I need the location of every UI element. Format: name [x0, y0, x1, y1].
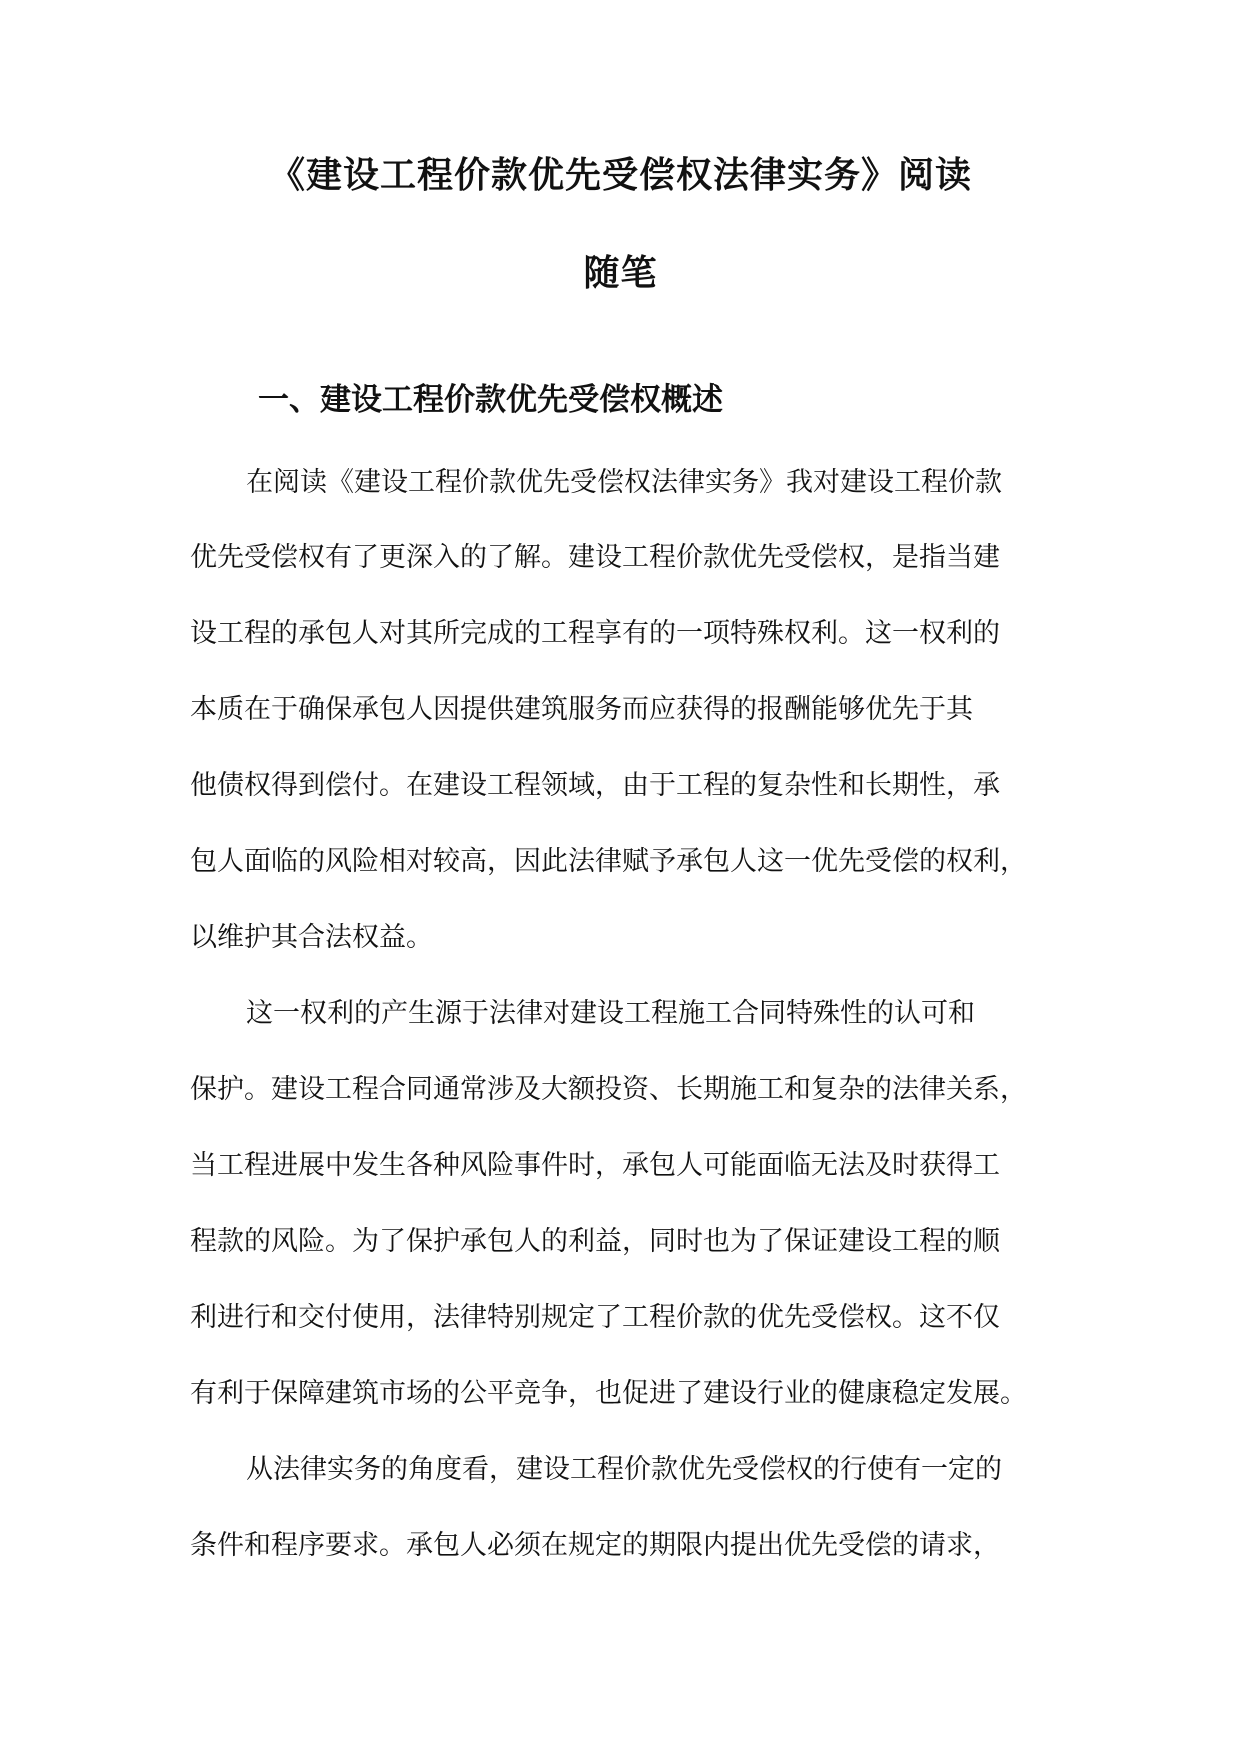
- paragraph-1-line-6: 包人面临的风险相对较高，因此法律赋予承包人这一优先受偿的权利，: [190, 846, 1027, 877]
- paragraph-2-line-3: 当工程进展中发生各种风险事件时，承包人可能面临无法及时获得工: [190, 1150, 1000, 1181]
- paragraph-1-line-5: 他债权得到偿付。在建设工程领域，由于工程的复杂性和长期性，承: [190, 770, 1000, 801]
- paragraph-2-line-5: 利进行和交付使用，法律特别规定了工程价款的优先受偿权。这不仅: [190, 1302, 1000, 1333]
- paragraph-2-line-4: 程款的风险。为了保护承包人的利益，同时也为了保证建设工程的顺: [190, 1226, 1000, 1257]
- paragraph-1-line-4: 本质在于确保承包人因提供建筑服务而应获得的报酬能够优先于其: [190, 694, 973, 725]
- paragraph-3-line-2: 条件和程序要求。承包人必须在规定的期限内提出优先受偿的请求，: [190, 1530, 1000, 1561]
- paragraph-1-line-7: 以维护其合法权益。: [190, 922, 433, 953]
- paragraph-2-line-2: 保护。建设工程合同通常涉及大额投资、长期施工和复杂的法律关系，: [190, 1074, 1027, 1105]
- section-heading: 一、建设工程价款优先受偿权概述: [258, 382, 723, 418]
- paragraph-1-line-3: 设工程的承包人对其所完成的工程享有的一项特殊权利。这一权利的: [190, 618, 1000, 649]
- document-title-line-2: 随笔: [583, 253, 658, 294]
- document-title-line-1: 《建设工程价款优先受偿权法律实务》阅读: [268, 155, 972, 196]
- paragraph-1-line-2: 优先受偿权有了更深入的了解。建设工程价款优先受偿权，是指当建: [190, 542, 1000, 573]
- paragraph-2-line-6: 有利于保障建筑市场的公平竞争，也促进了建设行业的健康稳定发展。: [190, 1378, 1027, 1409]
- paragraph-3-line-1: 从法律实务的角度看，建设工程价款优先受偿权的行使有一定的: [246, 1454, 1002, 1485]
- paragraph-2-line-1: 这一权利的产生源于法律对建设工程施工合同特殊性的认可和: [246, 998, 975, 1029]
- paragraph-1-line-1: 在阅读《建设工程价款优先受偿权法律实务》我对建设工程价款: [246, 467, 1002, 498]
